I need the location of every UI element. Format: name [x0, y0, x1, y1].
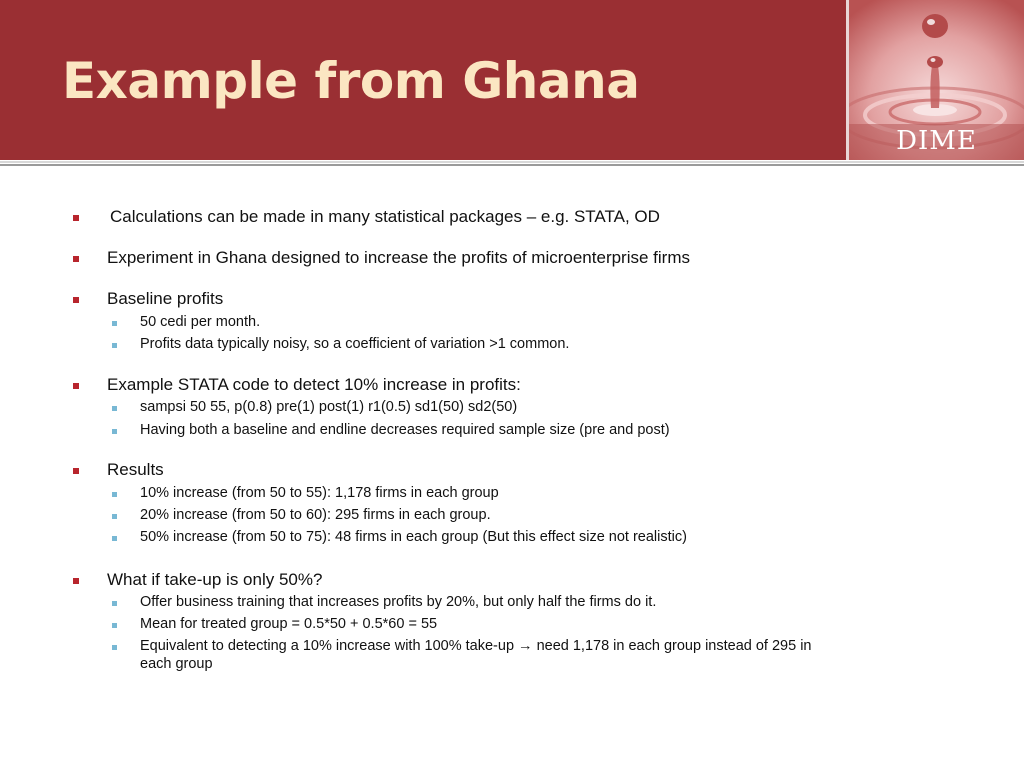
bullet-marker: [73, 468, 79, 474]
sub-bullet-marker: [112, 492, 117, 497]
sub-bullet-text-continued: each group: [140, 656, 213, 672]
sub-bullet-text: Mean for treated group = 0.5*50 + 0.5*60 = 55: [140, 616, 438, 632]
sub-bullet-text: 50% increase (from 50 to 75): 48 firms in each group (But this effect size not realistic): [140, 529, 687, 545]
sub-bullet-marker: [112, 514, 117, 519]
slide-title: Example from Ghana: [62, 52, 640, 110]
sub-bullet-marker: [112, 623, 117, 628]
sub-bullet-marker: [112, 343, 117, 348]
bullet-marker: [73, 215, 79, 221]
sub-bullet-marker: [112, 536, 117, 541]
sub-bullet-marker: [112, 321, 117, 326]
bullet-marker: [73, 578, 79, 584]
sub-bullet-text: Having both a baseline and endline decreases required sample size (pre and post): [140, 422, 670, 438]
sub-bullet-marker: [112, 601, 117, 606]
bullet-marker: [73, 256, 79, 262]
bullet-text: Experiment in Ghana designed to increase the profits of microenterprise firms: [107, 248, 690, 267]
bullet-text: What if take-up is only 50%?: [107, 570, 323, 589]
sub-bullet-text: 10% increase (from 50 to 55): 1,178 firms in each group: [140, 485, 499, 501]
bullet-text: Calculations can be made in many statistical packages – e.g. STATA, OD: [110, 207, 660, 226]
bullet-text: Example STATA code to detect 10% increase in profits:: [107, 375, 521, 394]
logo-text: DIME: [896, 126, 977, 156]
sub-bullet-marker: [112, 406, 117, 411]
bullet-marker: [73, 383, 79, 389]
sub-bullet-text: Equivalent to detecting a 10% increase with 100% take-up → need 1,178 in each group instead of 295 in: [140, 638, 812, 654]
bullet-text: Results: [107, 460, 164, 479]
bullet-marker: [73, 297, 79, 303]
bullet-text: Baseline profits: [107, 289, 224, 308]
sub-bullet-marker: [112, 429, 117, 434]
sub-bullet-text: Profits data typically noisy, so a coefficient of variation >1 common.: [140, 336, 570, 352]
sub-bullet-text: 20% increase (from 50 to 60): 295 firms in each group.: [140, 507, 491, 523]
sub-bullet-marker: [112, 645, 117, 650]
sub-bullet-text: sampsi 50 55, p(0.8) pre(1) post(1) r1(0.5) sd1(50) sd2(50): [140, 399, 518, 415]
sub-bullet-text: Offer business training that increases profits by 20%, but only half the firms do it.: [140, 594, 657, 610]
sub-bullet-text: 50 cedi per month.: [140, 314, 261, 330]
